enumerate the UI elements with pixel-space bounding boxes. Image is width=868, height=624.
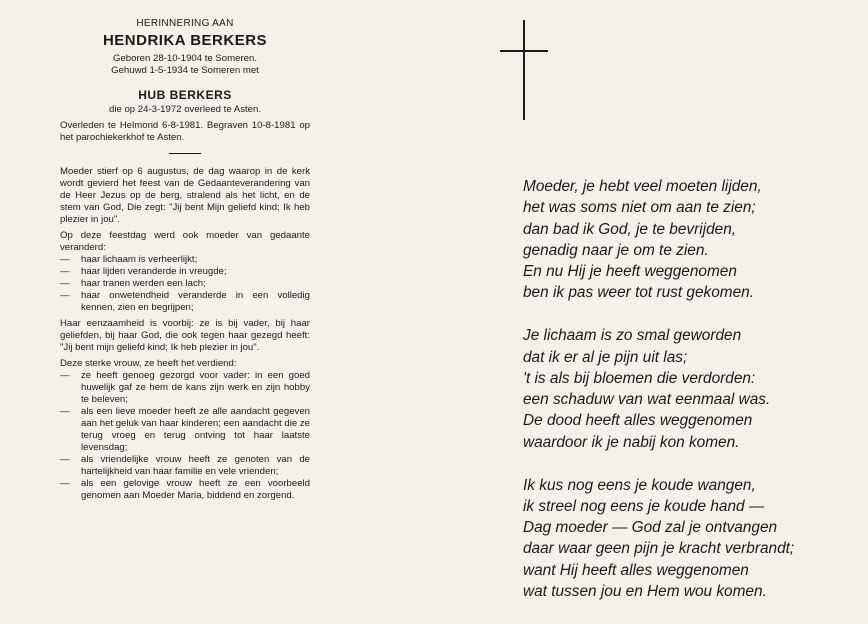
poem-line: Je lichaam is zo smal geworden: [523, 327, 742, 345]
poem-line: genadig naar je om te zien.: [523, 241, 709, 259]
married-line: Gehuwd 1-5-1934 te Someren met: [111, 65, 259, 76]
poem-line: waardoor ik je nabij kon komen.: [523, 433, 740, 451]
header-text: HERINNERING AAN: [136, 18, 234, 29]
strong-woman-list: [60, 370, 310, 502]
list-item: — haar lijden veranderde in vreugde;: [60, 266, 310, 278]
poem-line: een schaduw van wat eenmaal was.: [523, 391, 771, 409]
paragraph-loneliness: Haar eenzaamheid is voorbij: ze is bij vader, bij haar geliefden, bij haar God, die ook tegen haar gezegd heeft: "Jij bent mijn geliefd kind; Ik heb plezier in jou".: [60, 318, 310, 353]
poem-line: het was soms niet om aan te zien;: [523, 199, 756, 217]
list-item: — als vriendelijke vrouw heeft ze genoten van de hartelijkheid van haar familie en vele vrienden;: [60, 454, 310, 478]
poem-line: De dood heeft alles weggenomen: [523, 412, 753, 430]
list-item: — haar onwetendheid veranderde in een volledig kennen, zien en begrijpen;: [60, 290, 310, 314]
list-item: — haar tranen werden een lach;: [60, 278, 310, 290]
paragraph-transfigured-intro: Op deze feestdag werd ook moeder van gedaante veranderd:: [60, 230, 310, 253]
list-item: — als een lieve moeder heeft ze alle aandacht gegeven aan het geluk van haar kinderen; een aandacht die ze terug vroeg en terug ontving tot haar laatste levensdag;: [60, 406, 310, 454]
poem-line: ben ik pas weer tot rust gekomen.: [523, 284, 754, 302]
birth-line: Geboren 28-10-1904 te Someren.: [113, 53, 257, 64]
poem-stanza-2: [523, 325, 863, 453]
poem: [523, 176, 863, 624]
transfigured-list: [60, 254, 310, 314]
poem-line: 't is als bij bloemen die verdorden:: [523, 369, 756, 387]
poem-line: want Hij heeft alles weggenomen: [523, 561, 749, 579]
poem-line: Moeder, je hebt veel moeten lijden,: [523, 178, 762, 195]
poem-line: ik streel nog eens je koude hand —: [523, 497, 765, 515]
list-item: — als een gelovige vrouw heeft ze een voorbeeld genomen aan Moeder Maria, biddend en zorgend.: [60, 478, 310, 502]
poem-line: Ik kus nog eens je koude wangen,: [523, 476, 756, 494]
spouse-death-line: die op 24-3-1972 overleed te Asten.: [108, 104, 261, 115]
list-item: — haar lichaam is verheerlijkt;: [60, 254, 310, 266]
poem-line: daar waar geen pijn je kracht verbrandt;: [523, 540, 795, 558]
list-item: — ze heeft genoeg gezorgd voor vader: in een goed huwelijk gaf ze hem de kans zijn werk en zijn hobby te beleven;: [60, 370, 310, 406]
death-burial-line: Overleden te Helmond 6-8-1981. Begraven 10-8-1981 op het parochiekerkhof te Asten.: [60, 120, 310, 143]
spouse-name: HUB BERKERS: [138, 88, 232, 102]
cross-icon: [500, 20, 548, 120]
cross-vertical-bar: [523, 20, 525, 120]
poem-stanza-1: [523, 176, 863, 304]
paragraph-feast: Moeder stierf op 6 augustus, de dag waarop in de kerk wordt gevierd het feest van de Gedaanteverandering van de Heer Jezus op de berg, stralend als het licht, en de stem van God, Die zegt: "Jij bent Mijn geliefd kind; Ik heb plezier in jou".: [60, 166, 310, 225]
poem-stanza-3: [523, 475, 863, 603]
poem-line: dan bad ik God, je te bevrijden,: [523, 220, 737, 238]
divider: [169, 153, 201, 154]
cross-horizontal-bar: [500, 50, 548, 52]
poem-line: wat tussen jou en Hem wou komen.: [523, 583, 767, 601]
poem-line: dat ik er al je pijn uit las;: [523, 348, 688, 366]
poem-line: En nu Hij je heeft weggenomen: [523, 263, 737, 281]
deceased-name: HENDRIKA BERKERS: [102, 32, 268, 49]
paragraph-strong-woman-intro: Deze sterke vrouw, ze heeft het verdiend:: [60, 358, 237, 369]
poem-line: Dag moeder — God zal je ontvangen: [523, 519, 778, 537]
left-column: [60, 18, 310, 502]
